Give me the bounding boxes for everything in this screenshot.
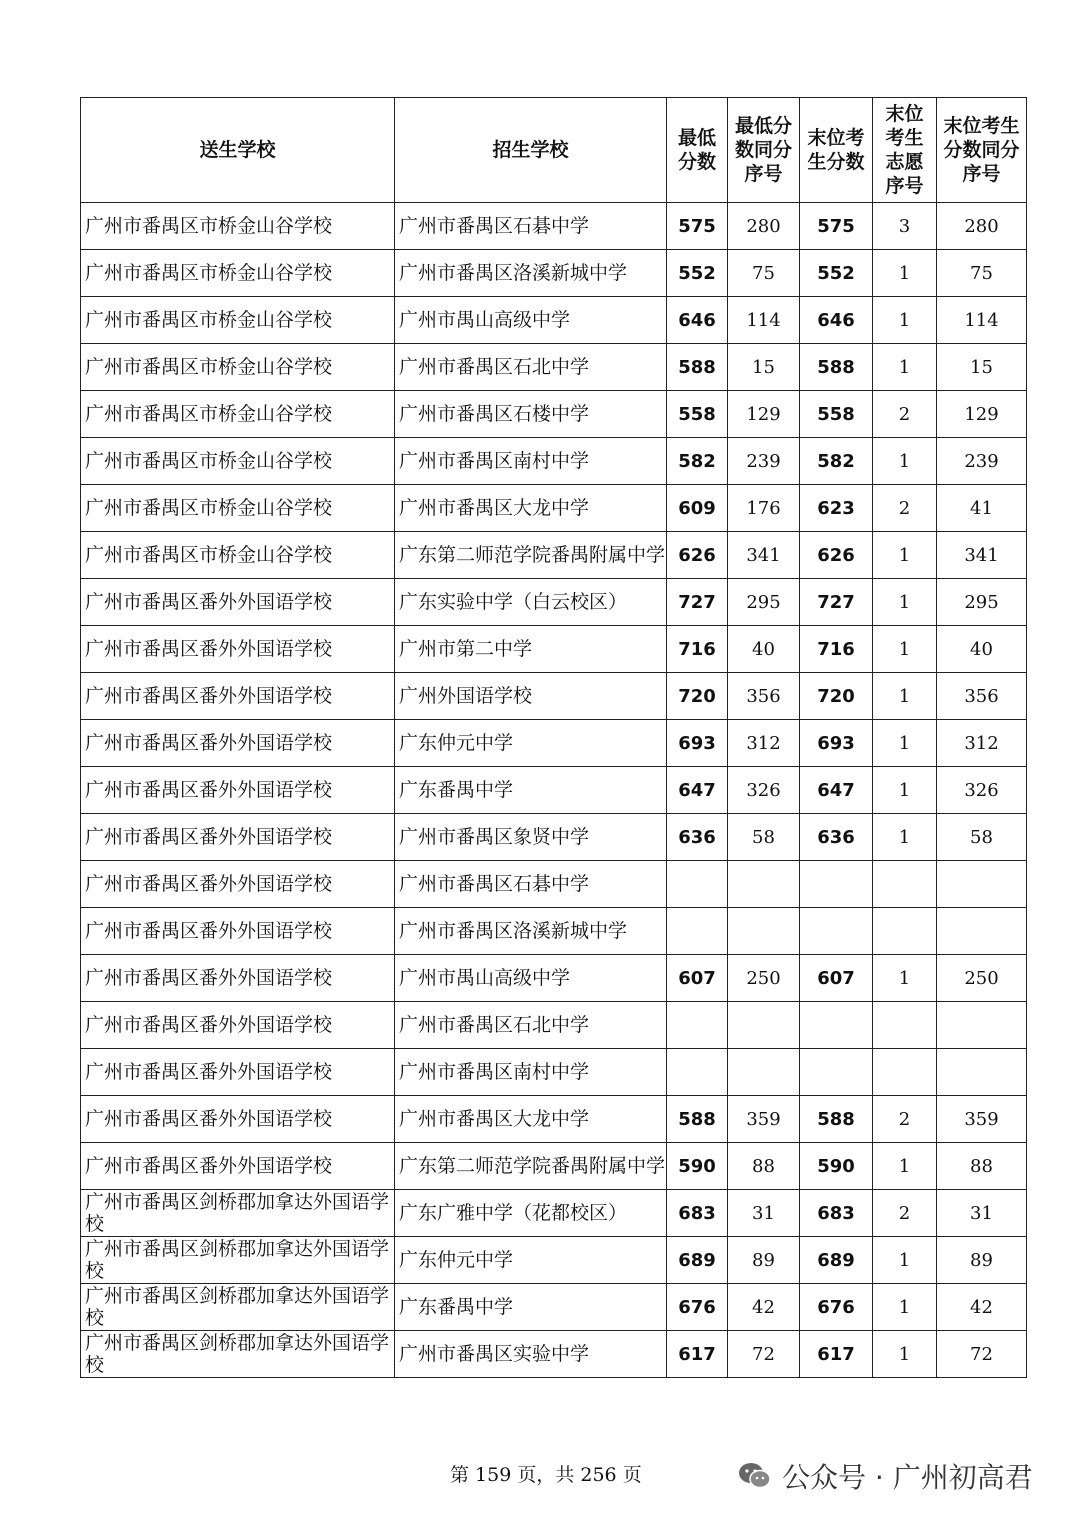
send-school-cell: 广州市番禺区番外外国语学校 bbox=[81, 908, 395, 955]
last-rank-cell: 129 bbox=[937, 391, 1027, 438]
min-score-rank-cell: 295 bbox=[728, 579, 800, 626]
min-score-cell bbox=[667, 861, 728, 908]
min-score-rank-cell: 129 bbox=[728, 391, 800, 438]
last-rank-cell: 250 bbox=[937, 955, 1027, 1002]
header-min-score-rank: 最低分数同分序号 bbox=[728, 98, 800, 203]
min-score-cell: 609 bbox=[667, 485, 728, 532]
min-score-rank-cell: 58 bbox=[728, 814, 800, 861]
last-score-cell: 626 bbox=[800, 532, 873, 579]
recruit-school-cell: 广州市番禺区石楼中学 bbox=[395, 391, 667, 438]
send-school-cell: 广州市番禺区市桥金山谷学校 bbox=[81, 485, 395, 532]
send-school-cell: 广州市番禺区市桥金山谷学校 bbox=[81, 344, 395, 391]
last-rank-cell: 359 bbox=[937, 1096, 1027, 1143]
table-row bbox=[81, 485, 1027, 532]
min-score-cell: 575 bbox=[667, 203, 728, 250]
send-school-cell: 广州市番禺区剑桥郡加拿达外国语学校 bbox=[81, 1190, 395, 1237]
table-row bbox=[81, 861, 1027, 908]
send-school-cell: 广州市番禺区剑桥郡加拿达外国语学校 bbox=[81, 1331, 395, 1378]
send-school-cell: 广州市番禺区番外外国语学校 bbox=[81, 626, 395, 673]
last-rank-cell: 89 bbox=[937, 1237, 1027, 1284]
min-score-cell: 693 bbox=[667, 720, 728, 767]
last-score-cell: 590 bbox=[800, 1143, 873, 1190]
min-score-rank-cell: 88 bbox=[728, 1143, 800, 1190]
last-rank-cell: 88 bbox=[937, 1143, 1027, 1190]
last-score-cell: 575 bbox=[800, 203, 873, 250]
min-score-rank-cell: 312 bbox=[728, 720, 800, 767]
last-choice-cell bbox=[873, 861, 937, 908]
last-rank-cell bbox=[937, 1002, 1027, 1049]
table-row bbox=[81, 626, 1027, 673]
last-choice-cell: 1 bbox=[873, 955, 937, 1002]
last-score-cell: 582 bbox=[800, 438, 873, 485]
last-score-cell: 683 bbox=[800, 1190, 873, 1237]
recruit-school-cell: 广州市番禺区石碁中学 bbox=[395, 203, 667, 250]
send-school-cell: 广州市番禺区剑桥郡加拿达外国语学校 bbox=[81, 1237, 395, 1284]
min-score-cell: 607 bbox=[667, 955, 728, 1002]
last-choice-cell: 2 bbox=[873, 1096, 937, 1143]
table-header-row bbox=[81, 98, 1027, 203]
min-score-cell: 558 bbox=[667, 391, 728, 438]
last-choice-cell: 1 bbox=[873, 1331, 937, 1378]
table-row bbox=[81, 1331, 1027, 1378]
min-score-cell: 727 bbox=[667, 579, 728, 626]
min-score-cell: 689 bbox=[667, 1237, 728, 1284]
watermark-text: 公众号 · 广州初高君 bbox=[782, 1461, 1033, 1494]
recruit-school-cell: 广州市第二中学 bbox=[395, 626, 667, 673]
last-rank-cell: 41 bbox=[937, 485, 1027, 532]
last-choice-cell: 1 bbox=[873, 1237, 937, 1284]
table-row bbox=[81, 1237, 1027, 1284]
recruit-school-cell: 广州外国语学校 bbox=[395, 673, 667, 720]
last-score-cell bbox=[800, 908, 873, 955]
send-school-cell: 广州市番禺区番外外国语学校 bbox=[81, 1049, 395, 1096]
table-row bbox=[81, 720, 1027, 767]
min-score-rank-cell bbox=[728, 1002, 800, 1049]
min-score-cell: 590 bbox=[667, 1143, 728, 1190]
send-school-cell: 广州市番禺区市桥金山谷学校 bbox=[81, 203, 395, 250]
last-rank-cell: 341 bbox=[937, 532, 1027, 579]
recruit-school-cell: 广州市番禺区洛溪新城中学 bbox=[395, 908, 667, 955]
last-choice-cell: 2 bbox=[873, 485, 937, 532]
min-score-cell: 647 bbox=[667, 767, 728, 814]
last-choice-cell bbox=[873, 908, 937, 955]
recruit-school-cell: 广州市番禺区实验中学 bbox=[395, 1331, 667, 1378]
send-school-cell: 广州市番禺区番外外国语学校 bbox=[81, 955, 395, 1002]
min-score-rank-cell: 356 bbox=[728, 673, 800, 720]
send-school-cell: 广州市番禺区市桥金山谷学校 bbox=[81, 297, 395, 344]
min-score-rank-cell bbox=[728, 1049, 800, 1096]
last-score-cell: 720 bbox=[800, 673, 873, 720]
send-school-cell: 广州市番禺区市桥金山谷学校 bbox=[81, 532, 395, 579]
last-choice-cell: 1 bbox=[873, 673, 937, 720]
last-rank-cell: 40 bbox=[937, 626, 1027, 673]
last-choice-cell bbox=[873, 1049, 937, 1096]
last-rank-cell: 295 bbox=[937, 579, 1027, 626]
min-score-cell: 626 bbox=[667, 532, 728, 579]
min-score-rank-cell: 15 bbox=[728, 344, 800, 391]
min-score-rank-cell bbox=[728, 861, 800, 908]
min-score-rank-cell: 359 bbox=[728, 1096, 800, 1143]
min-score-rank-cell: 31 bbox=[728, 1190, 800, 1237]
last-rank-cell: 58 bbox=[937, 814, 1027, 861]
last-choice-cell: 2 bbox=[873, 1190, 937, 1237]
last-score-cell bbox=[800, 1002, 873, 1049]
last-score-cell: 623 bbox=[800, 485, 873, 532]
recruit-school-cell: 广州市番禺区南村中学 bbox=[395, 438, 667, 485]
send-school-cell: 广州市番禺区市桥金山谷学校 bbox=[81, 391, 395, 438]
last-rank-cell: 312 bbox=[937, 720, 1027, 767]
send-school-cell: 广州市番禺区番外外国语学校 bbox=[81, 673, 395, 720]
recruit-school-cell: 广东第二师范学院番禺附属中学 bbox=[395, 532, 667, 579]
table-row bbox=[81, 1143, 1027, 1190]
send-school-cell: 广州市番禺区番外外国语学校 bbox=[81, 1002, 395, 1049]
last-score-cell: 588 bbox=[800, 344, 873, 391]
recruit-school-cell: 广东广雅中学（花都校区） bbox=[395, 1190, 667, 1237]
table-row bbox=[81, 1096, 1027, 1143]
last-score-cell: 693 bbox=[800, 720, 873, 767]
last-choice-cell: 1 bbox=[873, 297, 937, 344]
min-score-rank-cell: 114 bbox=[728, 297, 800, 344]
recruit-school-cell: 广州市番禺区石碁中学 bbox=[395, 861, 667, 908]
table-row bbox=[81, 579, 1027, 626]
min-score-rank-cell: 176 bbox=[728, 485, 800, 532]
last-score-cell: 716 bbox=[800, 626, 873, 673]
min-score-cell: 582 bbox=[667, 438, 728, 485]
table-row bbox=[81, 1049, 1027, 1096]
last-rank-cell: 15 bbox=[937, 344, 1027, 391]
last-rank-cell: 114 bbox=[937, 297, 1027, 344]
last-rank-cell bbox=[937, 908, 1027, 955]
admission-table-container bbox=[80, 97, 1026, 1378]
min-score-cell: 646 bbox=[667, 297, 728, 344]
watermark bbox=[738, 1456, 1033, 1496]
table-row bbox=[81, 297, 1027, 344]
table-row bbox=[81, 767, 1027, 814]
table-row bbox=[81, 673, 1027, 720]
last-score-cell bbox=[800, 1049, 873, 1096]
send-school-cell: 广州市番禺区番外外国语学校 bbox=[81, 767, 395, 814]
min-score-rank-cell: 250 bbox=[728, 955, 800, 1002]
last-choice-cell: 3 bbox=[873, 203, 937, 250]
table-row bbox=[81, 814, 1027, 861]
last-score-cell: 636 bbox=[800, 814, 873, 861]
recruit-school-cell: 广州市禺山高级中学 bbox=[395, 955, 667, 1002]
min-score-cell bbox=[667, 1002, 728, 1049]
send-school-cell: 广州市番禺区番外外国语学校 bbox=[81, 1096, 395, 1143]
header-min-score: 最低分数 bbox=[667, 98, 728, 203]
min-score-rank-cell: 40 bbox=[728, 626, 800, 673]
page-number: 第 159 页，共 256 页 bbox=[450, 1464, 642, 1486]
recruit-school-cell: 广东第二师范学院番禺附属中学 bbox=[395, 1143, 667, 1190]
last-rank-cell: 42 bbox=[937, 1284, 1027, 1331]
send-school-cell: 广州市番禺区剑桥郡加拿达外国语学校 bbox=[81, 1284, 395, 1331]
last-score-cell bbox=[800, 861, 873, 908]
table-row bbox=[81, 532, 1027, 579]
header-send-school: 送生学校 bbox=[81, 98, 395, 203]
last-choice-cell: 1 bbox=[873, 344, 937, 391]
last-score-cell: 727 bbox=[800, 579, 873, 626]
last-score-cell: 676 bbox=[800, 1284, 873, 1331]
min-score-cell: 588 bbox=[667, 344, 728, 391]
recruit-school-cell: 广东番禺中学 bbox=[395, 1284, 667, 1331]
send-school-cell: 广州市番禺区番外外国语学校 bbox=[81, 579, 395, 626]
last-rank-cell bbox=[937, 1049, 1027, 1096]
last-choice-cell: 1 bbox=[873, 767, 937, 814]
min-score-rank-cell: 326 bbox=[728, 767, 800, 814]
table-row bbox=[81, 1002, 1027, 1049]
recruit-school-cell: 广州市番禺区大龙中学 bbox=[395, 485, 667, 532]
table-row bbox=[81, 955, 1027, 1002]
header-last-choice: 末位考生志愿序号 bbox=[873, 98, 937, 203]
recruit-school-cell: 广东仲元中学 bbox=[395, 1237, 667, 1284]
last-rank-cell: 356 bbox=[937, 673, 1027, 720]
recruit-school-cell: 广州市番禺区象贤中学 bbox=[395, 814, 667, 861]
table-row bbox=[81, 908, 1027, 955]
last-rank-cell bbox=[937, 861, 1027, 908]
last-score-cell: 617 bbox=[800, 1331, 873, 1378]
last-score-cell: 588 bbox=[800, 1096, 873, 1143]
last-choice-cell: 1 bbox=[873, 438, 937, 485]
last-rank-cell: 75 bbox=[937, 250, 1027, 297]
last-score-cell: 646 bbox=[800, 297, 873, 344]
header-last-rank: 末位考生分数同分序号 bbox=[937, 98, 1027, 203]
min-score-rank-cell: 72 bbox=[728, 1331, 800, 1378]
send-school-cell: 广州市番禺区番外外国语学校 bbox=[81, 1143, 395, 1190]
min-score-rank-cell: 239 bbox=[728, 438, 800, 485]
recruit-school-cell: 广州市番禺区石北中学 bbox=[395, 344, 667, 391]
last-rank-cell: 72 bbox=[937, 1331, 1027, 1378]
wechat-icon bbox=[738, 1461, 772, 1491]
min-score-cell: 552 bbox=[667, 250, 728, 297]
last-score-cell: 647 bbox=[800, 767, 873, 814]
min-score-cell bbox=[667, 1049, 728, 1096]
min-score-rank-cell: 75 bbox=[728, 250, 800, 297]
table-row bbox=[81, 203, 1027, 250]
last-choice-cell: 1 bbox=[873, 532, 937, 579]
last-rank-cell: 31 bbox=[937, 1190, 1027, 1237]
recruit-school-cell: 广东实验中学（白云校区） bbox=[395, 579, 667, 626]
last-choice-cell: 1 bbox=[873, 1284, 937, 1331]
last-score-cell: 607 bbox=[800, 955, 873, 1002]
recruit-school-cell: 广州市番禺区洛溪新城中学 bbox=[395, 250, 667, 297]
last-score-cell: 552 bbox=[800, 250, 873, 297]
last-rank-cell: 326 bbox=[937, 767, 1027, 814]
last-choice-cell: 1 bbox=[873, 814, 937, 861]
min-score-cell: 636 bbox=[667, 814, 728, 861]
last-score-cell: 558 bbox=[800, 391, 873, 438]
table-row bbox=[81, 438, 1027, 485]
min-score-rank-cell: 341 bbox=[728, 532, 800, 579]
min-score-cell: 676 bbox=[667, 1284, 728, 1331]
last-choice-cell: 1 bbox=[873, 626, 937, 673]
table-row bbox=[81, 1190, 1027, 1237]
min-score-cell: 716 bbox=[667, 626, 728, 673]
min-score-rank-cell: 42 bbox=[728, 1284, 800, 1331]
table-row bbox=[81, 1284, 1027, 1331]
table-row bbox=[81, 391, 1027, 438]
last-rank-cell: 280 bbox=[937, 203, 1027, 250]
header-recruit-school: 招生学校 bbox=[395, 98, 667, 203]
last-choice-cell: 1 bbox=[873, 579, 937, 626]
send-school-cell: 广州市番禺区市桥金山谷学校 bbox=[81, 250, 395, 297]
recruit-school-cell: 广东仲元中学 bbox=[395, 720, 667, 767]
send-school-cell: 广州市番禺区番外外国语学校 bbox=[81, 720, 395, 767]
min-score-cell: 683 bbox=[667, 1190, 728, 1237]
last-rank-cell: 239 bbox=[937, 438, 1027, 485]
table-body bbox=[81, 203, 1027, 1378]
send-school-cell: 广州市番禺区市桥金山谷学校 bbox=[81, 438, 395, 485]
recruit-school-cell: 广州市番禺区石北中学 bbox=[395, 1002, 667, 1049]
min-score-rank-cell: 89 bbox=[728, 1237, 800, 1284]
min-score-cell bbox=[667, 908, 728, 955]
table-row bbox=[81, 344, 1027, 391]
recruit-school-cell: 广东番禺中学 bbox=[395, 767, 667, 814]
header-last-score: 末位考生分数 bbox=[800, 98, 873, 203]
last-choice-cell bbox=[873, 1002, 937, 1049]
recruit-school-cell: 广州市番禺区大龙中学 bbox=[395, 1096, 667, 1143]
last-choice-cell: 1 bbox=[873, 1143, 937, 1190]
min-score-rank-cell bbox=[728, 908, 800, 955]
send-school-cell: 广州市番禺区番外外国语学校 bbox=[81, 861, 395, 908]
last-choice-cell: 2 bbox=[873, 391, 937, 438]
last-score-cell: 689 bbox=[800, 1237, 873, 1284]
send-school-cell: 广州市番禺区番外外国语学校 bbox=[81, 814, 395, 861]
admission-table bbox=[80, 97, 1027, 1378]
last-choice-cell: 1 bbox=[873, 720, 937, 767]
table-row bbox=[81, 250, 1027, 297]
last-choice-cell: 1 bbox=[873, 250, 937, 297]
recruit-school-cell: 广州市禺山高级中学 bbox=[395, 297, 667, 344]
min-score-cell: 617 bbox=[667, 1331, 728, 1378]
min-score-cell: 720 bbox=[667, 673, 728, 720]
recruit-school-cell: 广州市番禺区南村中学 bbox=[395, 1049, 667, 1096]
min-score-rank-cell: 280 bbox=[728, 203, 800, 250]
min-score-cell: 588 bbox=[667, 1096, 728, 1143]
